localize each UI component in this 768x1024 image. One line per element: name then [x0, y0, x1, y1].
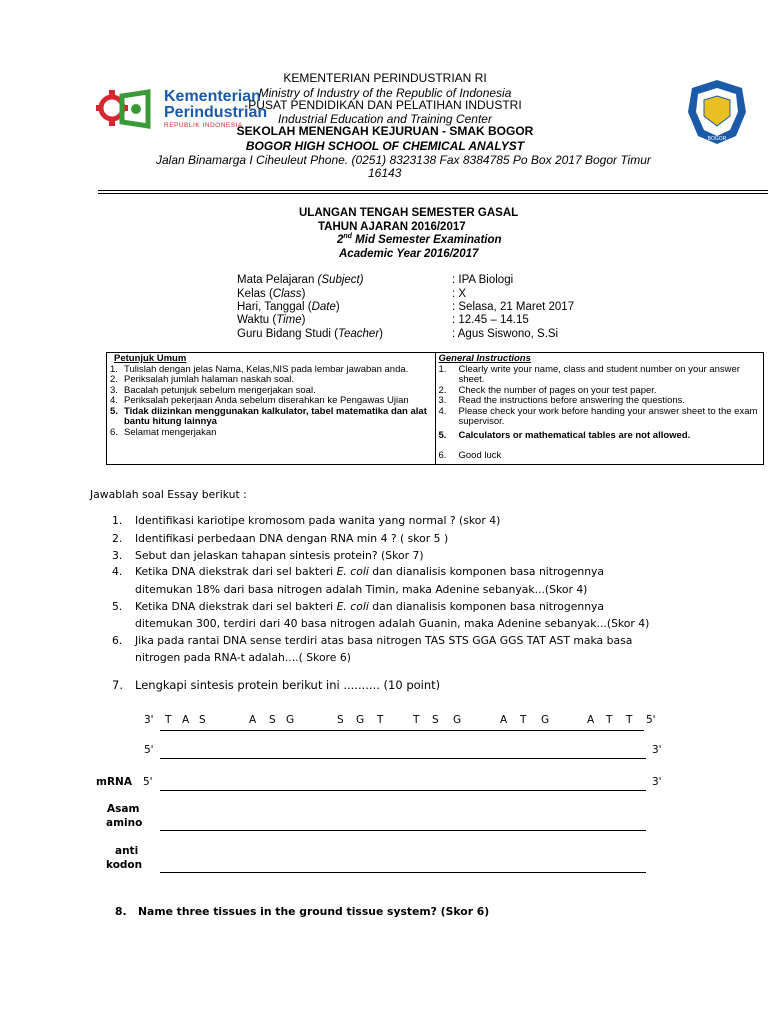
dna-end: 5' — [646, 714, 656, 726]
question-4 — [112, 564, 672, 598]
question-number: 6. — [112, 634, 123, 647]
instruction-text: Tidak diizinkan menggunakan kalkulator, tabel matematika dan alat bantu hitung lainnya — [124, 405, 427, 427]
title-num: 2 — [337, 233, 344, 246]
q5-part-a: Ketika DNA diekstrak dari sel bakteri — [135, 600, 337, 613]
question-3 — [112, 548, 672, 564]
row2-start: 5' — [144, 744, 154, 756]
header-postcode: 16143 — [368, 166, 402, 180]
instruction-text: Periksalah jumlah halaman naskah soal. — [124, 374, 295, 385]
base: G — [286, 714, 295, 726]
base: G — [356, 714, 365, 726]
question-text — [135, 599, 672, 615]
info-label-en: Class — [272, 288, 302, 300]
info-label-end: ) — [301, 288, 306, 300]
info-label-end: ) — [335, 301, 340, 313]
instruction-num: 3. — [110, 384, 118, 396]
base: A — [249, 714, 257, 726]
info-time — [237, 314, 737, 327]
instructions-en — [435, 353, 764, 465]
question-5 — [112, 599, 672, 632]
title-rest: Mid Semester Examination — [351, 233, 502, 246]
instruction-text: Selamat mengerjakan — [124, 426, 217, 438]
info-value: : Selasa, 21 Maret 2017 — [452, 301, 575, 313]
instruction-item — [110, 375, 432, 386]
base: G — [541, 714, 550, 726]
logo-word-perindustrian: Perindustrian — [164, 104, 268, 121]
instruction-item — [110, 428, 432, 439]
instruction-item — [439, 365, 761, 386]
info-teacher — [237, 328, 737, 341]
info-label: Kelas ( — [237, 288, 273, 300]
instruction-text: Please check your work before handing your answer sheet to the exam supervisor. — [458, 405, 758, 427]
q5-part-c: ditemukan 300, terdiri dari 40 basa nitrogen adalah Guanin, maka Adenine sebanyak...(Skor 4) — [135, 617, 650, 630]
q4-part-a: Ketika DNA diekstrak dari sel bakteri — [135, 565, 337, 578]
q6-part-b: nitrogen pada RNA-t adalah....( Skore 6) — [135, 651, 351, 664]
info-label-end: ) — [301, 314, 306, 326]
header-line-5: SEKOLAH MENENGAH KEJURUAN - SMAK BOGOR — [236, 124, 534, 138]
dna-start: 3' — [144, 714, 154, 726]
base: S — [269, 714, 276, 726]
q5-species: E. coli — [336, 600, 369, 613]
q4-part-c: ditemukan 18% dari basa nitrogen adalah Timin, maka Adenine sebanyak...(Skor 4) — [135, 583, 588, 596]
question-number: 4. — [112, 565, 123, 578]
base: A — [587, 714, 595, 726]
exam-title-en — [337, 233, 502, 246]
base: T — [520, 714, 527, 726]
q5-part-b: dan dianalisis komponen basa nitrogennya — [368, 600, 605, 613]
instructions-table — [106, 352, 764, 465]
logo-word-republik: REPUBLIK INDONESIA — [164, 122, 243, 129]
exam-year-en: Academic Year 2016/2017 — [339, 248, 479, 260]
instruction-item — [110, 396, 432, 407]
instruction-num: 4. — [110, 395, 118, 406]
base: T — [626, 714, 633, 726]
seal-bottom-text: BOGOR — [707, 136, 727, 142]
instruction-item — [439, 451, 761, 462]
base: T — [377, 714, 384, 726]
base: S — [199, 714, 206, 726]
instruction-text: Tulislah dengan jelas Nama, Kelas,NIS pada lembar jawaban anda. — [124, 363, 409, 375]
info-label: Hari, Tanggal ( — [237, 301, 312, 313]
anticodon-label-2: kodon — [106, 859, 143, 871]
info-label-en: Time — [276, 314, 302, 326]
info-date — [237, 301, 737, 314]
dna-template-line — [160, 730, 644, 731]
instruction-text: Good luck — [458, 450, 502, 461]
base: A — [500, 714, 508, 726]
instruction-num: 6. — [110, 426, 118, 438]
instruction-item — [439, 396, 761, 407]
anticodon-label-1: anti — [115, 845, 139, 857]
info-label: Guru Bidang Studi ( — [237, 328, 339, 340]
question-7 — [112, 677, 672, 693]
question-number: 2. — [112, 532, 123, 545]
question-text: Identifikasi perbedaan DNA dengan RNA min 4 ? ( skor 5 ) — [135, 532, 449, 545]
question-text — [135, 564, 672, 580]
mrna-start: 5' — [143, 776, 153, 788]
instruction-num: 6. — [438, 450, 447, 461]
info-label-en: Date — [311, 301, 336, 313]
mrna-label: mRNA — [96, 776, 132, 788]
instruction-num: 3. — [438, 395, 447, 406]
base: S — [432, 714, 439, 726]
q6-part-a: Jika pada rantai DNA sense terdiri atas basa nitrogen TAS STS GGA GGS TAT AST maka basa — [135, 634, 633, 647]
instructions-id — [107, 353, 436, 465]
question-2 — [112, 531, 672, 547]
instruction-num: 5. — [438, 429, 447, 441]
info-value: : X — [452, 288, 467, 300]
instruction-item — [439, 407, 761, 428]
question-6 — [112, 633, 672, 666]
info-subject — [237, 274, 737, 287]
question-8 — [115, 904, 675, 920]
instruction-item — [439, 431, 761, 442]
header-line-3: PUSAT PENDIDIKAN DAN PELATIHAN INDUSTRI — [248, 98, 522, 112]
title-sup: nd — [343, 233, 352, 240]
question-number: 1. — [112, 514, 123, 527]
complement-answer-line — [160, 758, 646, 759]
row2-end: 3' — [652, 744, 662, 756]
base: T — [413, 714, 420, 726]
info-label: Waktu ( — [237, 314, 277, 326]
amino-label-1: Asam — [107, 803, 140, 815]
question-number: 7. — [112, 678, 123, 692]
base: S — [337, 714, 344, 726]
anticodon-answer-line — [160, 872, 646, 873]
q4-part-b: dan dianalisis komponen basa nitrogennya — [368, 565, 605, 578]
header-address: Jalan Binamarga I Ciheuleut Phone. (0251) 8323138 Fax 8384785 Po Box 2017 Bogor Timur — [156, 153, 651, 167]
instruction-text: Clearly write your name, class and student number on your answer sheet. — [458, 363, 740, 385]
exam-year-id: TAHUN AJARAN 2016/2017 — [318, 221, 466, 233]
instruction-num: 1. — [110, 363, 118, 375]
exam-title: ULANGAN TENGAH SEMESTER GASAL — [299, 207, 519, 219]
instruction-text: Bacalah petunjuk sebelum mengerjakan soal. — [124, 384, 316, 396]
instruction-num: 5. — [110, 405, 118, 417]
dna-bases — [165, 714, 645, 730]
header-line-2: Ministry of Industry of the Republic of Indonesia — [258, 86, 512, 100]
instruction-text: Calculators or mathematical tables are not allowed. — [458, 429, 691, 441]
info-label-en: Teacher — [338, 328, 380, 340]
question-text: Lengkapi sintesis protein berikut ini .......... (10 point) — [135, 678, 441, 692]
gear-logo-icon — [96, 86, 154, 132]
header-rule-bottom — [98, 193, 768, 194]
instructions-en-title: General Instructions — [438, 353, 531, 364]
question-number: 3. — [112, 549, 123, 562]
header-rule-top — [98, 190, 768, 191]
instruction-num: 2. — [110, 374, 118, 385]
base: T — [606, 714, 613, 726]
base: T — [165, 714, 172, 726]
instruction-num: 1. — [438, 363, 447, 375]
info-label: Mata Pelajaran — [237, 274, 318, 286]
base: G — [453, 714, 462, 726]
instruction-num: 4. — [438, 405, 447, 417]
school-seal-icon — [684, 78, 750, 146]
essay-intro: Jawablah soal Essay berikut : — [90, 488, 247, 501]
header-line-4: Industrial Education and Training Center — [278, 112, 492, 126]
instruction-text: Check the number of pages on your test paper. — [458, 384, 657, 396]
question-text: Name three tissues in the ground tissue system? (Skor 6) — [138, 905, 490, 918]
mrna-answer-line — [160, 790, 646, 791]
question-number: 5. — [112, 600, 123, 613]
amino-label-2: amino — [106, 817, 143, 829]
instruction-num: 2. — [438, 384, 447, 396]
question-text: Identifikasi kariotipe kromosom pada wanita yang normal ? (skor 4) — [135, 514, 501, 527]
base: A — [182, 714, 190, 726]
info-label-en: (Subject) — [317, 274, 364, 286]
info-value: : IPA Biologi — [452, 274, 514, 286]
info-class — [237, 288, 737, 301]
info-value: : 12.45 – 14.15 — [452, 314, 529, 326]
q4-species: E. coli — [336, 565, 369, 578]
instruction-text: Read the instructions before answering the questions. — [458, 395, 686, 406]
header-line-6: BOGOR HIGH SCHOOL OF CHEMICAL ANALYST — [245, 139, 525, 153]
info-value: : Agus Siswono, S.Si — [452, 328, 559, 340]
amino-answer-line — [160, 830, 646, 831]
mrna-end: 3' — [652, 776, 662, 788]
question-number: 8. — [115, 905, 127, 918]
question-text: Sebut dan jelaskan tahapan sintesis protein? (Skor 7) — [135, 549, 424, 562]
header-line-1: KEMENTERIAN PERINDUSTRIAN RI — [283, 71, 487, 85]
instruction-text: Periksalah pekerjaan Anda sebelum diserahkan ke Pengawas Ujian — [124, 395, 409, 406]
question-1 — [112, 513, 672, 529]
instruction-item — [110, 407, 432, 428]
logo-word-kementerian: Kementerian — [164, 88, 261, 105]
info-label-end: ) — [379, 328, 383, 340]
instructions-id-title: Petunjuk Umum — [114, 353, 187, 364]
